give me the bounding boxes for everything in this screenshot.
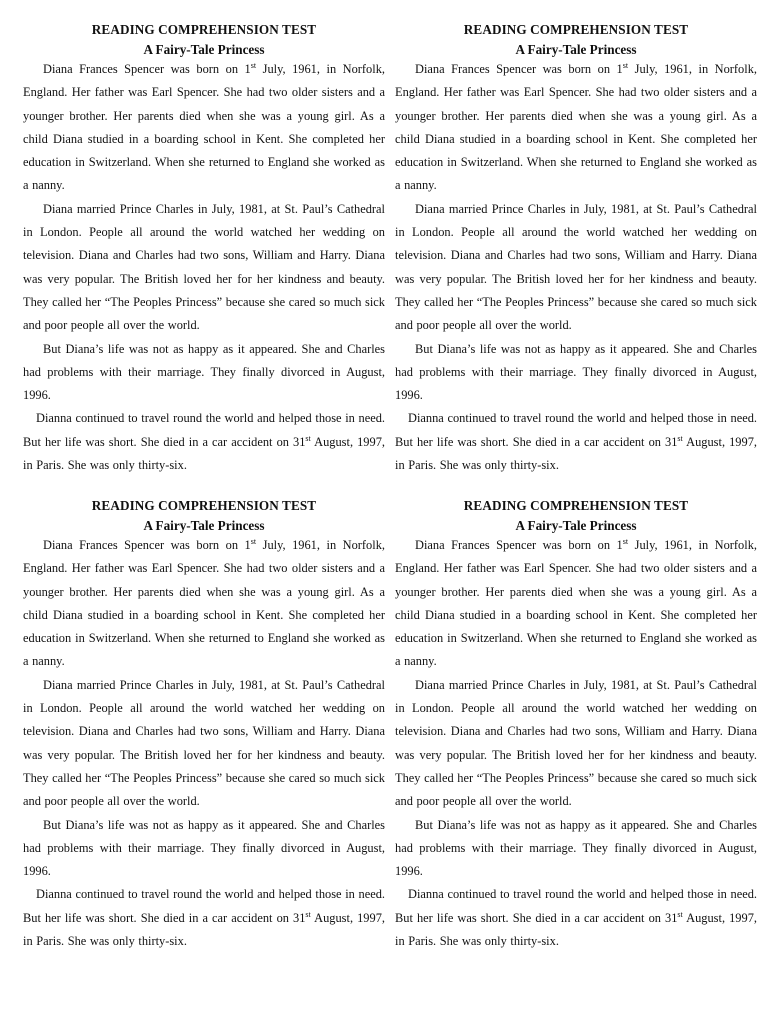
worksheet-copy-top-left bbox=[23, 21, 385, 477]
paragraph-4: Dianna continued to travel round the world and helped those in need. But her life was short. She died in a car accident on 31st August, 1997, in Paris. She was only thirty-six. bbox=[395, 887, 757, 949]
worksheet-copy-bottom-left bbox=[23, 497, 385, 953]
paragraph-1: Diana Frances Spencer was born on 1st July, 1961, in Norfolk, England. Her father was Earl Spencer. She had two older sisters and a younger brother. Her parents died when she was a young girl. As a child Diana studied in a boarding school in Kent. She completed her education in Switzerland. When she returned to England she worked as a nanny. bbox=[23, 60, 385, 193]
paragraph-3: But Diana’s life was not as happy as it appeared. She and Charles had problems with their marriage. They finally divorced in August, 1996. bbox=[23, 341, 385, 403]
ordinal-suffix: st bbox=[250, 60, 257, 70]
story-title: A Fairy-Tale Princess bbox=[143, 42, 265, 57]
test-title: READING COMPREHENSION TEST bbox=[91, 22, 317, 37]
paragraph-2: Diana married Prince Charles in July, 1981, at St. Paul’s Cathedral in London. People all around the world watched her wedding on television. Diana and Charles had two sons, William and Harry. Diana was very popular. The British loved her for her kindness and beauty. They called her “The Peoples Princess” because she cared so much sick and poor people all over the world. bbox=[23, 201, 385, 333]
paragraph-4: Dianna continued to travel round the world and helped those in need. But her life was short. She died in a car accident on 31st August, 1997, in Paris. She was only thirty-six. bbox=[23, 887, 385, 949]
paragraph-3: But Diana’s life was not as happy as it appeared. She and Charles had problems with their marriage. They finally divorced in August, 1996. bbox=[23, 817, 385, 879]
test-title: READING COMPREHENSION TEST bbox=[463, 22, 689, 37]
paragraph-1: Diana Frances Spencer was born on 1st July, 1961, in Norfolk, England. Her father was Earl Spencer. She had two older sisters and a younger brother. Her parents died when she was a young girl. As a child Diana studied in a boarding school in Kent. She completed her education in Switzerland. When she returned to England she worked as a nanny. bbox=[23, 536, 385, 669]
ordinal-suffix: st bbox=[677, 909, 683, 919]
ordinal-suffix: st bbox=[305, 433, 311, 443]
paragraph-4: Dianna continued to travel round the world and helped those in need. But her life was short. She died in a car accident on 31st August, 1997, in Paris. She was only thirty-six. bbox=[395, 411, 757, 473]
paragraph-2: Diana married Prince Charles in July, 1981, at St. Paul’s Cathedral in London. People all around the world watched her wedding on television. Diana and Charles had two sons, William and Harry. Diana was very popular. The British loved her for her kindness and beauty. They called her “The Peoples Princess” because she cared so much sick and poor people all over the world. bbox=[395, 677, 757, 809]
paragraph-1: Diana Frances Spencer was born on 1st July, 1961, in Norfolk, England. Her father was Earl Spencer. She had two older sisters and a younger brother. Her parents died when she was a young girl. As a child Diana studied in a boarding school in Kent. She completed her education in Switzerland. When she returned to England she worked as a nanny. bbox=[395, 536, 757, 669]
test-title: READING COMPREHENSION TEST bbox=[91, 498, 317, 513]
paragraph-4: Dianna continued to travel round the world and helped those in need. But her life was short. She died in a car accident on 31st August, 1997, in Paris. She was only thirty-six. bbox=[23, 411, 385, 473]
test-title: READING COMPREHENSION TEST bbox=[463, 498, 689, 513]
paragraph-2: Diana married Prince Charles in July, 1981, at St. Paul’s Cathedral in London. People all around the world watched her wedding on television. Diana and Charles had two sons, William and Harry. Diana was very popular. The British loved her for her kindness and beauty. They called her “The Peoples Princess” because she cared so much sick and poor people all over the world. bbox=[23, 677, 385, 809]
story-title: A Fairy-Tale Princess bbox=[515, 518, 637, 533]
ordinal-suffix: st bbox=[622, 60, 629, 70]
worksheet-copy-bottom-right bbox=[395, 497, 757, 953]
worksheet-copy-top-right bbox=[395, 21, 757, 477]
ordinal-suffix: st bbox=[305, 909, 311, 919]
paragraph-1: Diana Frances Spencer was born on 1st July, 1961, in Norfolk, England. Her father was Earl Spencer. She had two older sisters and a younger brother. Her parents died when she was a young girl. As a child Diana studied in a boarding school in Kent. She completed her education in Switzerland. When she returned to England she worked as a nanny. bbox=[395, 60, 757, 193]
paragraph-2: Diana married Prince Charles in July, 1981, at St. Paul’s Cathedral in London. People all around the world watched her wedding on television. Diana and Charles had two sons, William and Harry. Diana was very popular. The British loved her for her kindness and beauty. They called her “The Peoples Princess” because she cared so much sick and poor people all over the world. bbox=[395, 201, 757, 333]
story-title: A Fairy-Tale Princess bbox=[515, 42, 637, 57]
ordinal-suffix: st bbox=[677, 433, 683, 443]
ordinal-suffix: st bbox=[622, 536, 629, 546]
paragraph-3: But Diana’s life was not as happy as it appeared. She and Charles had problems with their marriage. They finally divorced in August, 1996. bbox=[395, 341, 757, 403]
story-title: A Fairy-Tale Princess bbox=[143, 518, 265, 533]
ordinal-suffix: st bbox=[250, 536, 257, 546]
paragraph-3: But Diana’s life was not as happy as it appeared. She and Charles had problems with their marriage. They finally divorced in August, 1996. bbox=[395, 817, 757, 879]
